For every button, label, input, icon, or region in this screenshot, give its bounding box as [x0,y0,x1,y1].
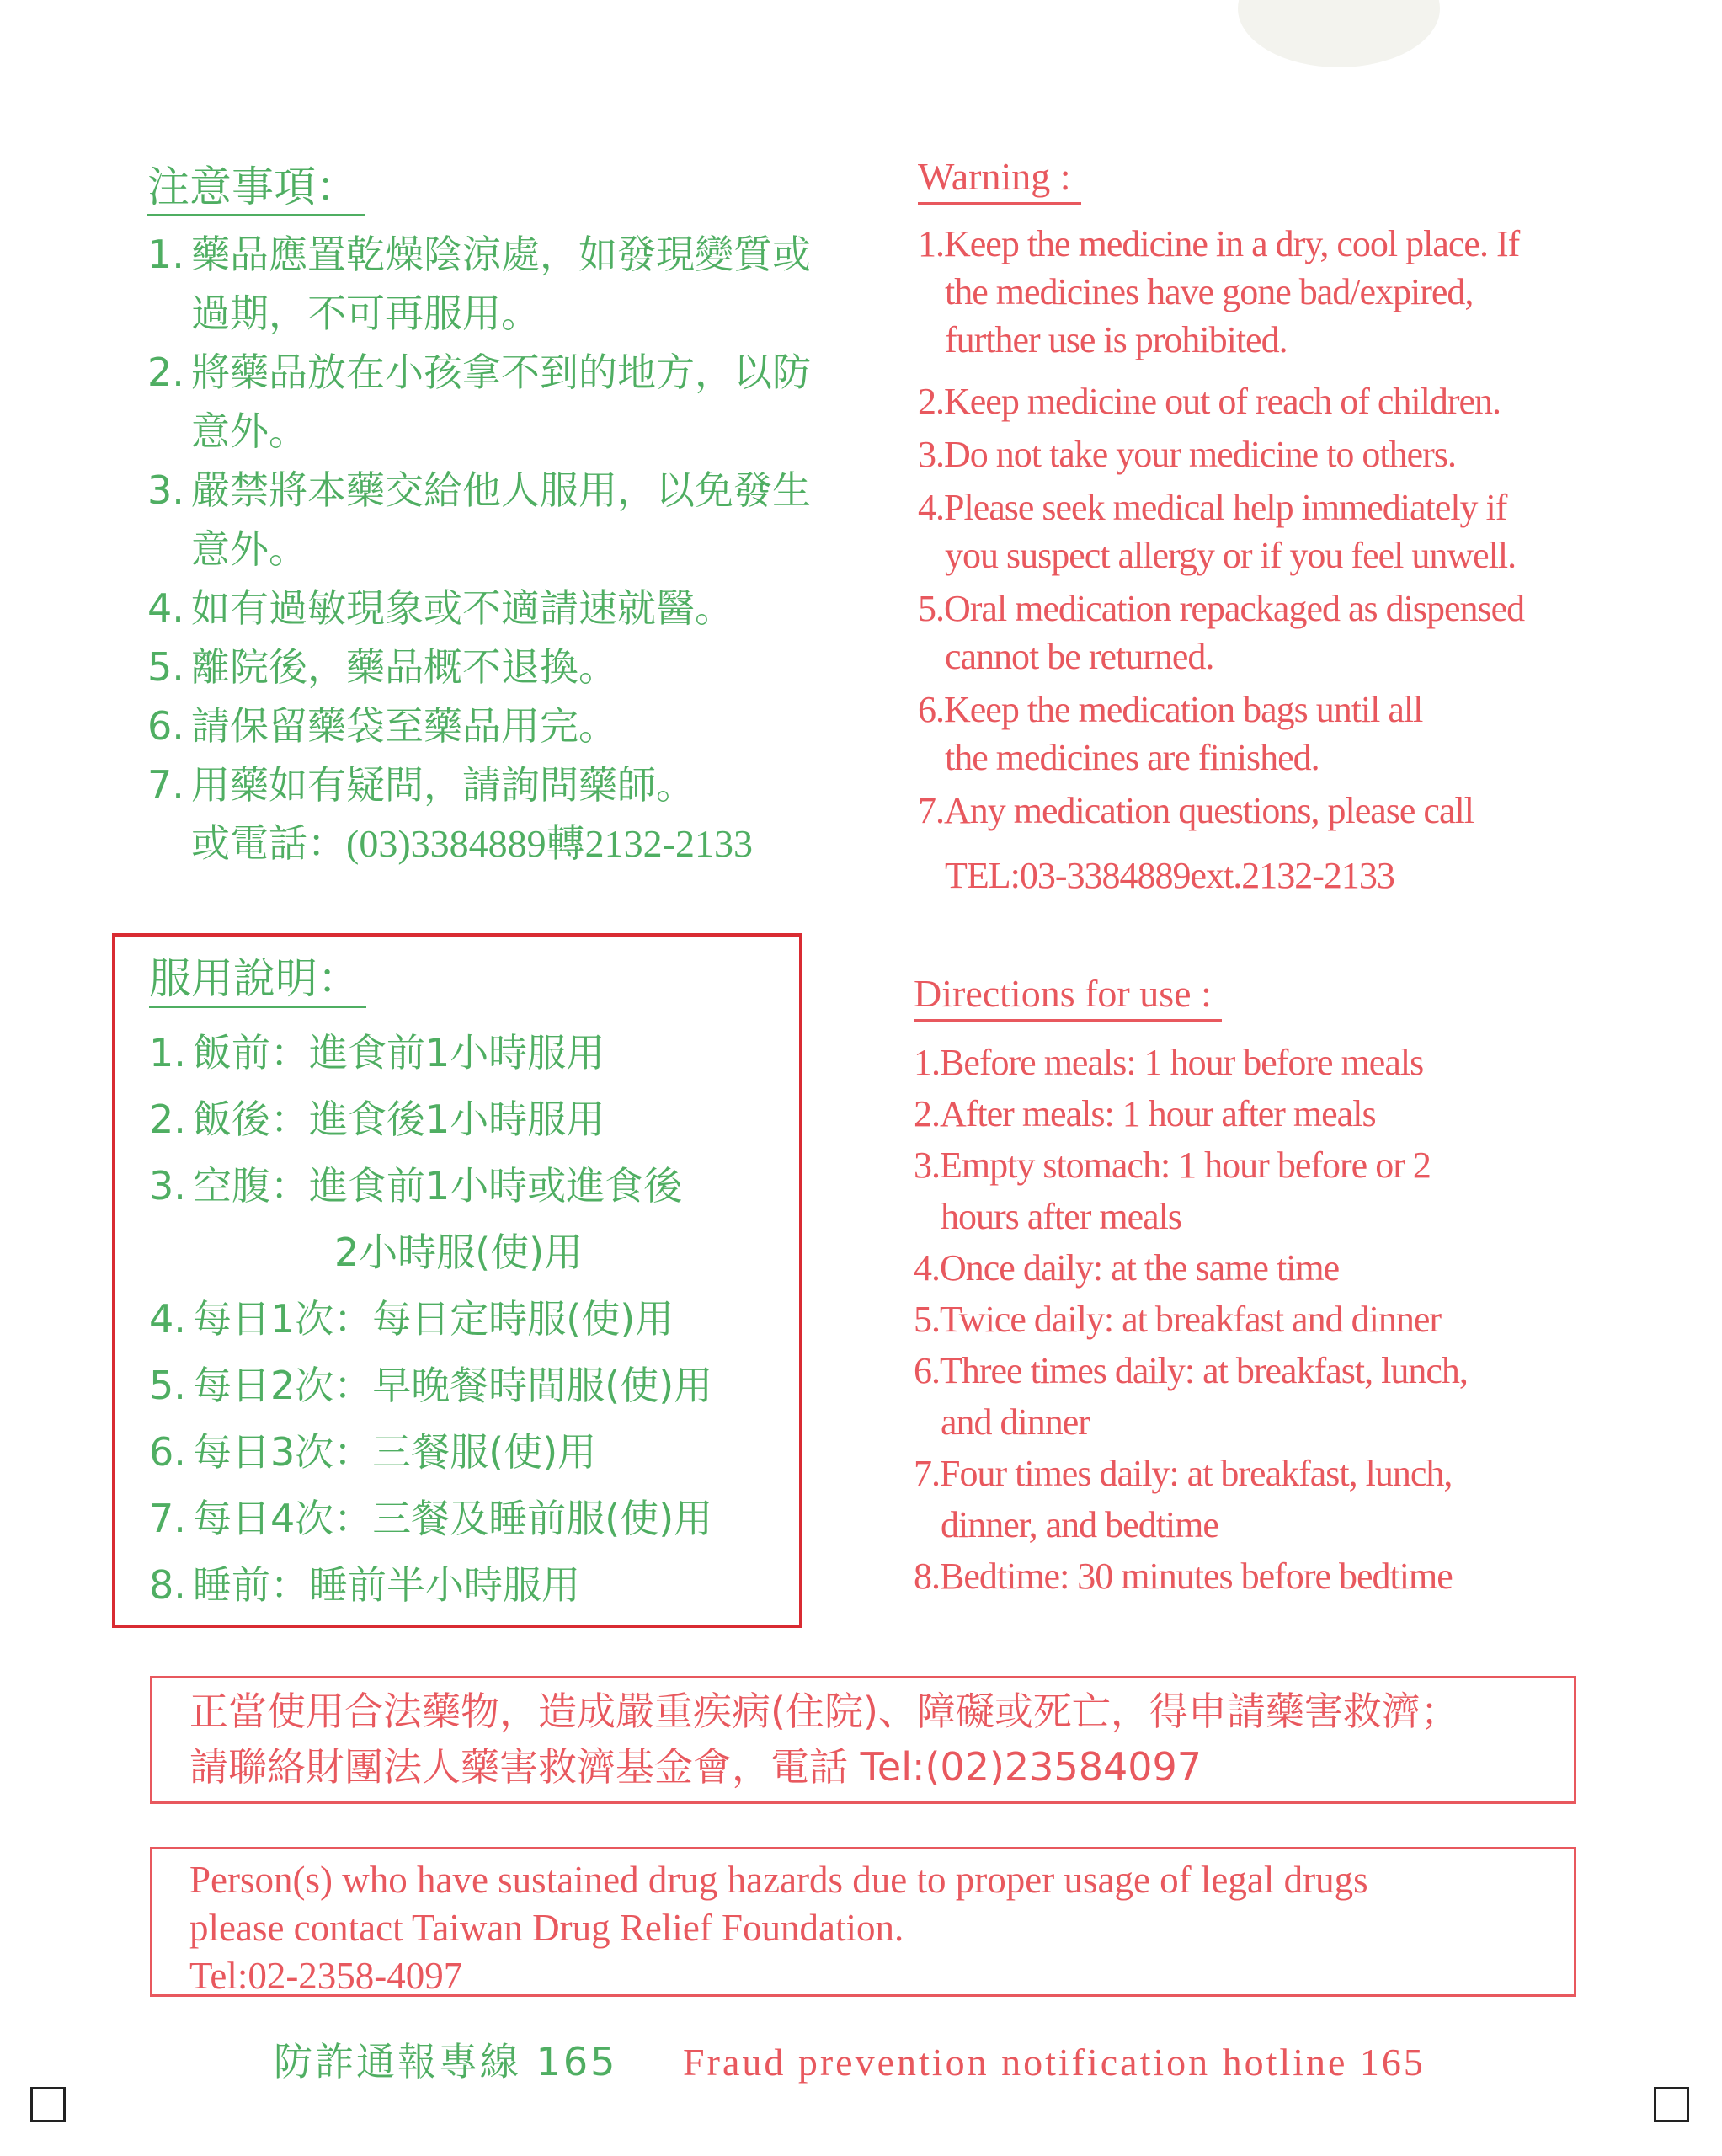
directions-zh-title: 服用說明： [149,952,366,1008]
list-item: 2. 飯後：進食後1小時服用 [149,1097,605,1142]
list-item: 1. 飯前：進食前1小時服用 [149,1030,605,1075]
list-item: 4.Please seek medical help immediately if you suspect allergy or if you feel unwell. [918,487,1517,576]
directions-en-section [914,969,1671,1602]
list-item: 6. 請保留藥袋至藥品用完。 [147,703,617,749]
fraud-hotline-en: Fraud prevention notification hotline 165 [683,2041,1426,2084]
list-item-continued: 2小時服(使)用 [334,1230,584,1275]
list-item: 4. 每日1次：每日定時服(使)用 [149,1296,674,1342]
drug-relief-notice-zh: 正當使用合法藥物，造成嚴重疾病(住院)、障礙或死亡，得申請藥害救濟； 請聯絡財團法人藥害救濟基金會，電話 Tel:(02)23584097 [150,1676,1576,1804]
directions-zh-box [112,933,802,1628]
list-item: 5.Oral medication repackaged as dispensed cannot be returned. [918,588,1525,677]
precautions-title: 注意事項： [147,160,365,216]
list-item: 1.Before meals: 1 hour before meals [914,1042,1424,1083]
list-item: 1. 藥品應置乾燥陰涼處，如發現變質或 過期，不可再服用。 [147,232,811,336]
list-item: 5.Twice daily: at breakfast and dinner [914,1299,1441,1340]
list-item: 8.Bedtime: 30 minutes before bedtime [914,1556,1453,1597]
fraud-hotline [274,2034,1537,2090]
list-item: 6.Keep the medication bags until all the medicines are finished. [918,689,1423,778]
drug-relief-notice-en: Person(s) who have sustained drug hazards due to proper usage of legal drugs please contact Taiwan Drug Relief Foundation. Tel:02-2358-4097 [150,1847,1576,1997]
corner-checkbox-right [1654,2087,1689,2122]
list-item: 8. 睡前：睡前半小時服用 [149,1562,580,1608]
list-item: 3. 空腹：進食前1小時或進食後 [149,1163,683,1209]
precautions-list [147,225,888,873]
directions-en-list [914,1037,1671,1602]
list-item: 5. 每日2次：早晚餐時間服(使)用 [149,1363,713,1408]
list-item: 2. 將藥品放在小孩拿不到的地方，以防 意外。 [147,350,811,454]
precautions-section [147,160,888,873]
list-item: 7. 用藥如有疑問，請詢問藥師。 或電話：(03)3384889轉2132-2133 [147,755,888,873]
list-item: 7.Any medication questions, please call TEL:03-3384889ext.2132-2133 [918,787,1676,899]
list-item: 5. 離院後，藥品概不退換。 [147,644,617,690]
list-item: 7.Four times daily: at breakfast, lunch, dinner, and bedtime [914,1453,1453,1545]
list-item: 3.Do not take your medicine to others. [918,434,1456,475]
pharmacy-phone: 或電話：(03)3384889轉2132-2133 [191,822,753,865]
list-item: 1.Keep the medicine in a dry, cool place. If the medicines have gone bad/expired, further use is prohibited. [918,223,1520,360]
warning-title: Warning : [918,152,1081,205]
list-item: 3.Empty stomach: 1 hour before or 2 hours after meals [914,1145,1431,1237]
faint-stain [1238,0,1440,67]
fraud-hotline-zh: 防詐通報專線 165 [274,2039,618,2084]
list-item: 2.After meals: 1 hour after meals [914,1093,1376,1134]
warning-section [918,152,1676,905]
warning-list [918,220,1676,899]
corner-checkbox-left [30,2087,66,2122]
directions-zh-list [149,1020,799,1619]
list-item: 4.Once daily: at the same time [914,1247,1340,1289]
list-item: 3. 嚴禁將本藥交給他人服用，以免發生 意外。 [147,467,811,572]
list-item: 4. 如有過敏現象或不適請速就醫。 [147,585,733,631]
list-item: 7. 每日4次：三餐及睡前服(使)用 [149,1496,713,1541]
pharmacy-phone-en: TEL:03-3384889ext.2132-2133 [945,855,1394,896]
list-item: 6.Three times daily: at breakfast, lunch, and dinner [914,1350,1468,1443]
directions-en-title: Directions for use : [914,969,1222,1022]
list-item: 6. 每日3次：三餐服(使)用 [149,1429,597,1475]
list-item: 2.Keep medicine out of reach of children. [918,381,1501,422]
